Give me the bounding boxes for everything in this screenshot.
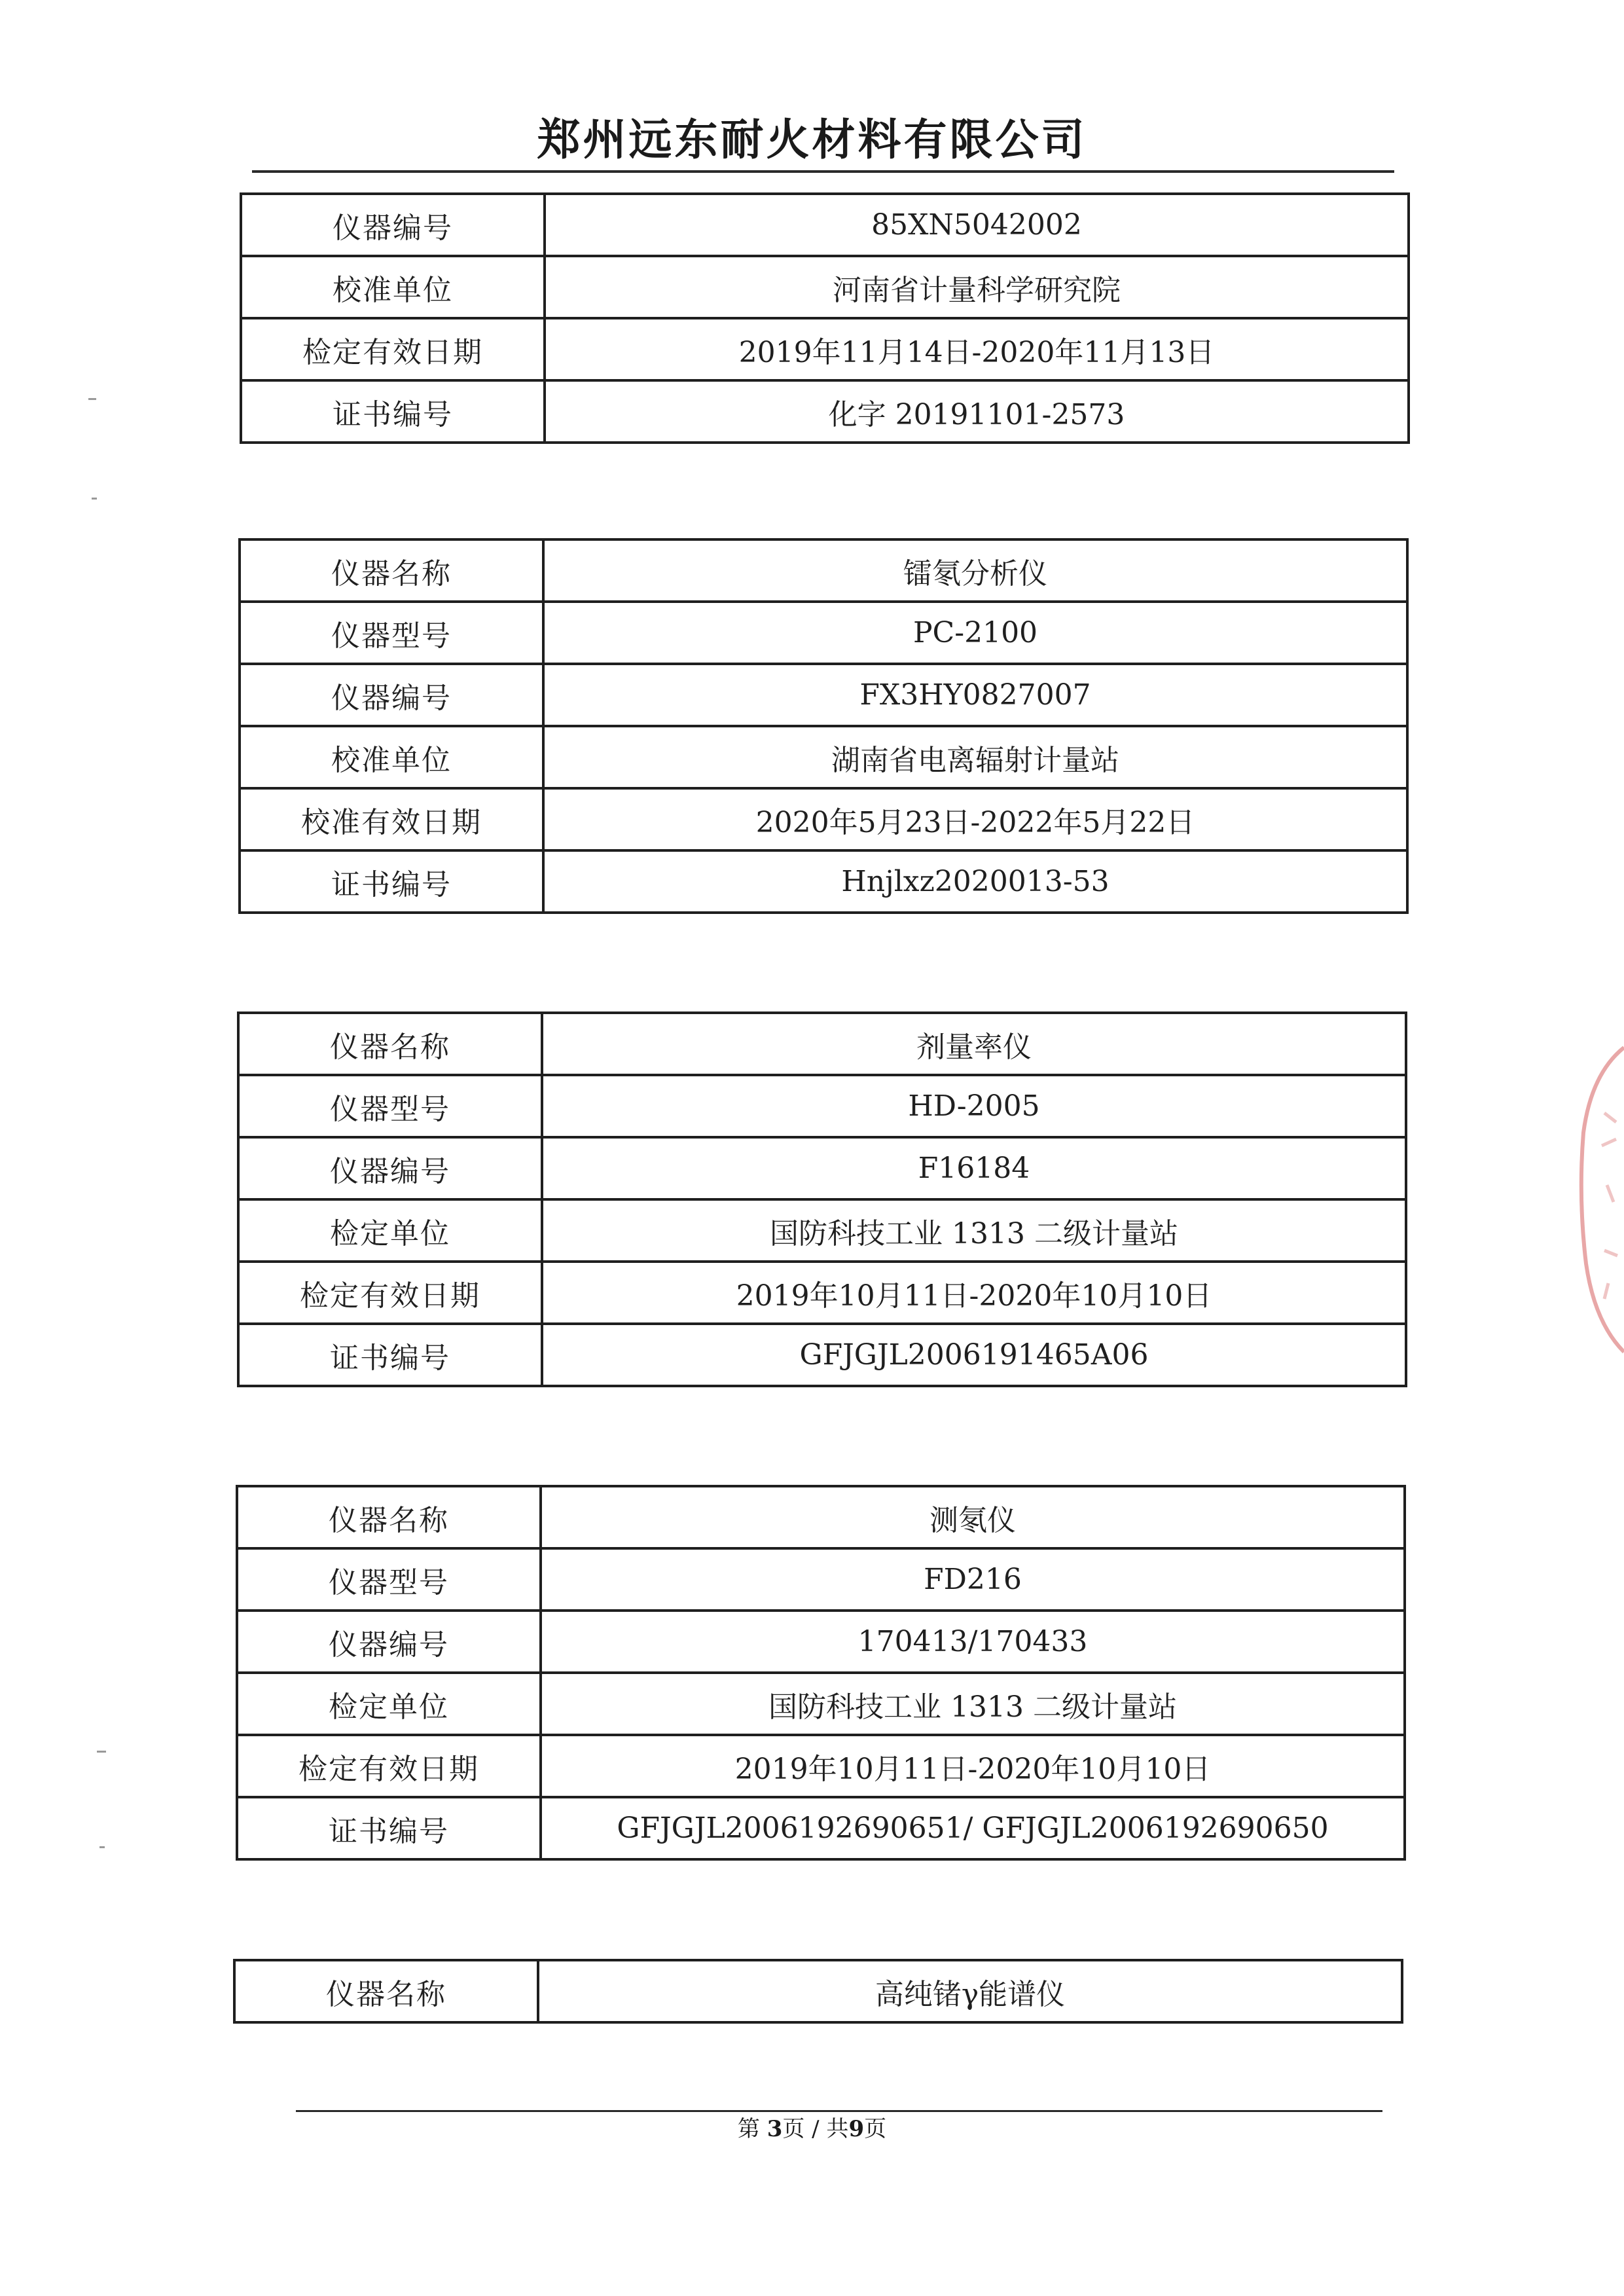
field-label: 校准有效日期	[240, 788, 543, 850]
current-page-number: 3	[767, 2116, 783, 2142]
field-label: 仪器型号	[240, 602, 543, 664]
page-number	[0, 2111, 1624, 2143]
table-row	[238, 1013, 1406, 1075]
field-value: PC-2100	[543, 602, 1407, 664]
scan-speck	[99, 1846, 105, 1848]
field-label: 证书编号	[238, 1324, 542, 1386]
table-row	[240, 539, 1407, 602]
table-row	[237, 1735, 1405, 1797]
field-value: 镭氡分析仪	[543, 539, 1407, 602]
field-value: 2020年5月23日-2022年5月22日	[543, 788, 1407, 850]
field-label: 证书编号	[240, 850, 543, 913]
field-value: F16184	[542, 1137, 1406, 1199]
table-row	[238, 1075, 1406, 1137]
field-label: 仪器名称	[240, 539, 543, 602]
page-mid: 页 / 共	[782, 2116, 849, 2142]
field-value: 测氡仪	[541, 1486, 1405, 1548]
field-value: 85XN5042002	[545, 194, 1409, 256]
table-row	[238, 1324, 1406, 1386]
instrument-table	[236, 1485, 1406, 1861]
field-value: 国防科技工业 1313 二级计量站	[541, 1673, 1405, 1735]
table-row	[237, 1797, 1405, 1859]
header-divider	[252, 170, 1394, 173]
field-label: 仪器型号	[238, 1075, 542, 1137]
table-row	[241, 318, 1409, 380]
field-label: 校准单位	[241, 256, 545, 318]
table-row	[234, 1960, 1402, 2022]
field-label: 校准单位	[240, 726, 543, 788]
field-value: 2019年10月11日-2020年10月10日	[541, 1735, 1405, 1797]
field-label: 检定有效日期	[241, 318, 545, 380]
field-value: 国防科技工业 1313 二级计量站	[542, 1199, 1406, 1262]
field-label: 检定有效日期	[238, 1262, 542, 1324]
field-value: 170413/170433	[541, 1611, 1405, 1673]
field-value: 2019年11月14日-2020年11月13日	[545, 318, 1409, 380]
page-suffix: 页	[864, 2116, 887, 2142]
company-title: 郑州远东耐火材料有限公司	[537, 114, 1087, 165]
table-row	[238, 1199, 1406, 1262]
field-label: 仪器编号	[238, 1137, 542, 1199]
field-value: GFJGJL2006191465A06	[542, 1324, 1406, 1386]
instrument-table	[238, 538, 1409, 914]
field-label: 检定单位	[237, 1673, 541, 1735]
table-row	[240, 664, 1407, 726]
table-row	[238, 1262, 1406, 1324]
field-value: GFJGJL2006192690651/ GFJGJL2006192690650	[541, 1797, 1405, 1859]
field-value: HD-2005	[542, 1075, 1406, 1137]
table-row	[238, 1137, 1406, 1199]
page-prefix: 第	[737, 2116, 767, 2142]
table-row	[237, 1673, 1405, 1735]
field-label: 证书编号	[241, 380, 545, 443]
scan-speck	[97, 1751, 106, 1753]
field-label: 仪器名称	[234, 1960, 538, 2022]
table-row	[240, 788, 1407, 850]
field-value: 化字 20191101-2573	[545, 380, 1409, 443]
table-row	[241, 256, 1409, 318]
table-row	[240, 850, 1407, 913]
table-row	[240, 602, 1407, 664]
seal-stamp-icon	[1578, 1034, 1624, 1362]
field-value: FD216	[541, 1548, 1405, 1611]
instrument-table	[237, 1011, 1407, 1387]
field-value: Hnjlxz2020013-53	[543, 850, 1407, 913]
instrument-table	[233, 1959, 1403, 2024]
table-row	[240, 726, 1407, 788]
field-label: 检定有效日期	[237, 1735, 541, 1797]
scan-speck	[92, 498, 97, 500]
table-row	[237, 1548, 1405, 1611]
field-value: 河南省计量科学研究院	[545, 256, 1409, 318]
instrument-table	[240, 192, 1410, 444]
total-pages-number: 9	[848, 2116, 865, 2142]
field-label: 仪器名称	[238, 1013, 542, 1075]
field-label: 仪器名称	[237, 1486, 541, 1548]
scan-speck	[88, 398, 96, 400]
table-row	[241, 380, 1409, 443]
field-value: FX3HY0827007	[543, 664, 1407, 726]
field-label: 仪器编号	[241, 194, 545, 256]
field-label: 仪器型号	[237, 1548, 541, 1611]
field-label: 仪器编号	[240, 664, 543, 726]
table-row	[237, 1486, 1405, 1548]
field-label: 仪器编号	[237, 1611, 541, 1673]
table-row	[241, 194, 1409, 256]
table-row	[237, 1611, 1405, 1673]
field-value: 湖南省电离辐射计量站	[543, 726, 1407, 788]
field-value: 剂量率仪	[542, 1013, 1406, 1075]
field-value: 高纯锗γ能谱仪	[538, 1960, 1402, 2022]
field-label: 证书编号	[237, 1797, 541, 1859]
field-label: 检定单位	[238, 1199, 542, 1262]
field-value: 2019年10月11日-2020年10月10日	[542, 1262, 1406, 1324]
